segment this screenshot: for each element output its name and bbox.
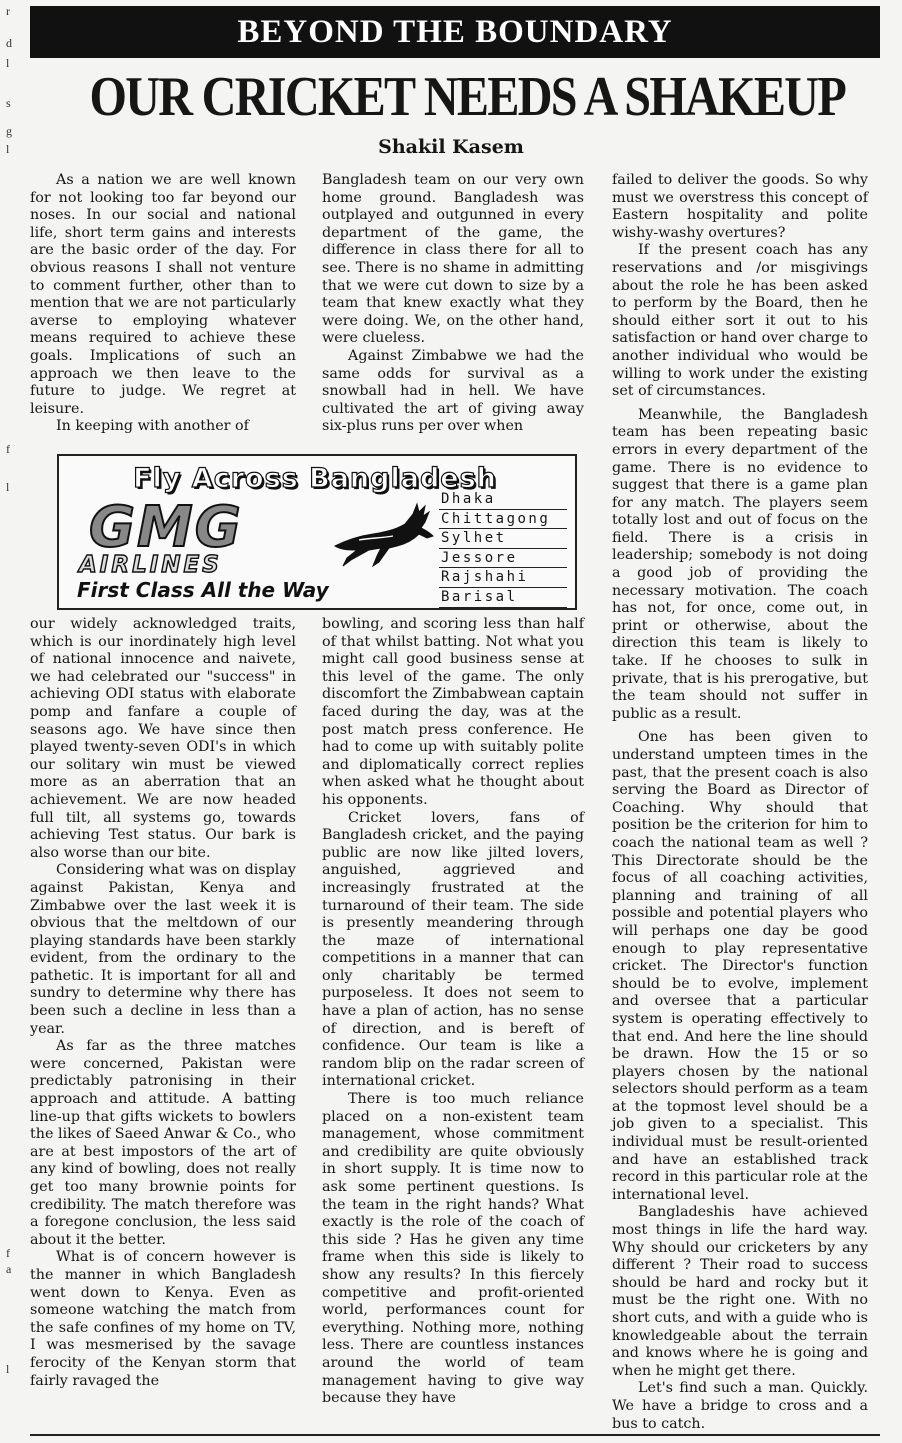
- paragraph: Let's find such a man. Quickly. We have a bridge to cross and a bus to catch.: [612, 1380, 868, 1432]
- ad-subtitle: AIRLINES: [79, 552, 222, 578]
- destination-item: Barisal: [439, 588, 567, 608]
- margin-mark: l: [6, 480, 10, 494]
- bottom-rule: [30, 1434, 880, 1436]
- paragraph: As a nation we are well known for not looking too far beyond our noses. In our social and national life, short term gains and interests are the basic order of the day. For obvious reasons I shall not venture to comment further, other than to mention that we are not particularly averse to employing whatever means required to achieve these goals. Implications of such an approach we then leave to the future to judge. We regret at leisure.: [30, 172, 296, 417]
- article-column-2-top: [322, 172, 584, 436]
- paragraph: If the present coach has any reservations and /or misgivings about the role he has been asked to perform by the Board, then he should either sort it out to his satisfaction or hand over charge to another individual who would be willing to work under the existing set of circumstances.: [612, 242, 868, 400]
- destination-item: Chittagong: [439, 510, 567, 530]
- ad-logo-wordmark: GMG: [89, 495, 243, 560]
- destination-item: Rajshahi: [439, 568, 567, 588]
- paragraph: Cricket lovers, fans of Bangladesh cricket, and the paying public are now like jilted lovers, anguished, aggrieved and increasingly frustrated at the turnaround of their team. The side is presently meandering through the maze of international competitions in a manner that can only charitably be termed purposeless. It does not seem to have a plan of action, has no sense of direction, and is bereft of confidence. Our team is like a random blip on the radar screen of international cricket.: [322, 809, 584, 1090]
- margin-mark: g: [6, 124, 12, 138]
- article-column-1-top: [30, 172, 296, 436]
- destination-list: [439, 490, 567, 608]
- destination-item: Dhaka: [439, 490, 567, 510]
- paragraph: bowling, and scoring less than half of that whilst batting. Not what you might call good business sense at this level of the game. The only discomfort the Zimbabwean captain faced during the day, was at the post match press conference. He had to come up with suitably polite and diplomatically correct replies when asked what he thought about his opponents.: [322, 616, 584, 808]
- margin-mark: f: [6, 1246, 10, 1260]
- paragraph: failed to deliver the goods. So why must we overstress this concept of Eastern hospitality and polite wishy-washy overtures?: [612, 172, 868, 241]
- margin-mark: r: [6, 4, 10, 18]
- paragraph: What is of concern however is the manner in which Bangladesh went down to Kenya. Even as someone watching the match from the safe confines of my home on TV, I was mesmerised by the savage ferocity of the Kenyan storm that fairly ravaged the: [30, 1249, 296, 1389]
- paragraph: Meanwhile, the Bangladesh team has been repeating basic errors in every department of the game. There is no evidence to suggest that there is a game plan for any match. The players seem totally lost and out of focus on the field. There is a crisis in leadership; somebody is not doing a good job of providing the necessary motivation. The coach has not, for once, come out, in print or otherwise, about the direction this team is likely to take. If he chooses to sulk in private, that is his prerogative, but the team should not suffer in public as a result.: [612, 406, 868, 722]
- article-column-2-bottom: [322, 616, 584, 1408]
- paragraph: In keeping with another of: [56, 418, 249, 435]
- paragraph: Bangladeshis have achieved most things in life the hard way. Why should our cricketers by any different ? Their road to success should be hard and rocky but it must be the right one. With no short cuts, and with a guide who is knowledgeable about the terrain and knows where he is going and when he might get there.: [612, 1204, 868, 1379]
- margin-mark: f: [6, 442, 10, 456]
- ad-banner: Fly Across Bangladesh: [133, 462, 497, 494]
- airline-advertisement: [57, 454, 577, 610]
- margin-mark: l: [6, 56, 10, 70]
- margin-mark: d: [6, 36, 12, 50]
- ad-tagline: First Class All the Way: [77, 578, 329, 602]
- paragraph: our widely acknowledged traits, which is our inordinately high level of national innocence and naivete, we had celebrated our "success" in achieving ODI status with elaborate pomp and fanfare a couple of seasons ago. We have since then played twenty-seven ODI's in which our solitary win must be viewed more as an aberration that an achievement. We are now headed full tilt, all systems go, towards achieving Test status. Our bark is also worse than our bite.: [30, 616, 296, 861]
- section-banner: BEYOND THE BOUNDARY: [30, 6, 880, 58]
- paragraph: There is too much reliance placed on a non-existent team management, whose commitment and credibility are quite obviously in short supply. It is time now to ask some pertinent questions. Is the team in the right hands? What exactly is the role of the coach of this side ? Has he given any time frame when this side is likely to show any results? In this fiercely competitive and profit-oriented world, performances count for everything. Nothing more, nothing less. There are countless instances around the world of team management having to give way because they have: [322, 1091, 584, 1407]
- left-margin-fragments: [0, 0, 22, 1443]
- margin-mark: s: [6, 96, 11, 110]
- destination-item: Jessore: [439, 549, 567, 569]
- paragraph: Bangladesh team on our very own home ground. Bangladesh was outplayed and outgunned in every department of the game, the difference in class there for all to see. There is no shame in admitting that we were cut down to size by a team that knew exactly what they were doing. We, on the other hand, were clueless.: [322, 172, 584, 347]
- article-column-1-bottom: [30, 616, 296, 1390]
- byline: Shakil Kasem: [378, 136, 524, 158]
- headline: OUR CRICKET NEEDS A SHAKEUP: [89, 66, 846, 128]
- margin-mark: a: [6, 1262, 12, 1276]
- destination-item: Sylhet: [439, 529, 567, 549]
- article-column-3: [612, 172, 868, 1433]
- paragraph: Considering what was on display against Pakistan, Kenya and Zimbabwe over the last week it is obvious that the meltdown of our playing standards have been starkly evident, from the ordinary to the pathetic. It is important for all and sundry to determine why there has been such a decline in less than a year.: [30, 862, 296, 1037]
- paragraph: One has been given to understand umpteen times in the past, that the present coach is also serving the Board as Director of Coaching. Why should that position be the criterion for him to coach the national team as well ? This Directorate should be the focus of all coaching activities, planning and training of all possible and potential players who will perhaps one day be good enough to play representative cricket. The Director's function should be to evolve, implement and oversee that a particular system is operating effectively to that end. And here the line should be drawn. How the 15 or so players chosen by the national selectors should perform as a team at the topmost level should be a job given to a specialist. This individual must be result-oriented and have an established track record in this particular role at the international level.: [612, 729, 868, 1203]
- paragraph: As far as the three matches were concerned, Pakistan were predictably patronising in their approach and attitude. A batting line-up that gifts wickets to bowlers the likes of Saeed Anwar & Co., who are at best impostors of the art of any kind of bowling, does not really get too many brownie points for credibility. The match therefore was a foregone conclusion, the less said about it the better.: [30, 1038, 296, 1248]
- paragraph: Against Zimbabwe we had the same odds for survival as a snowball had in hell. We have cultivated the art of giving away six-plus runs per over when: [322, 347, 584, 435]
- margin-mark: l: [6, 142, 10, 156]
- leaping-deer-icon: [329, 500, 437, 570]
- margin-mark: l: [6, 1362, 10, 1376]
